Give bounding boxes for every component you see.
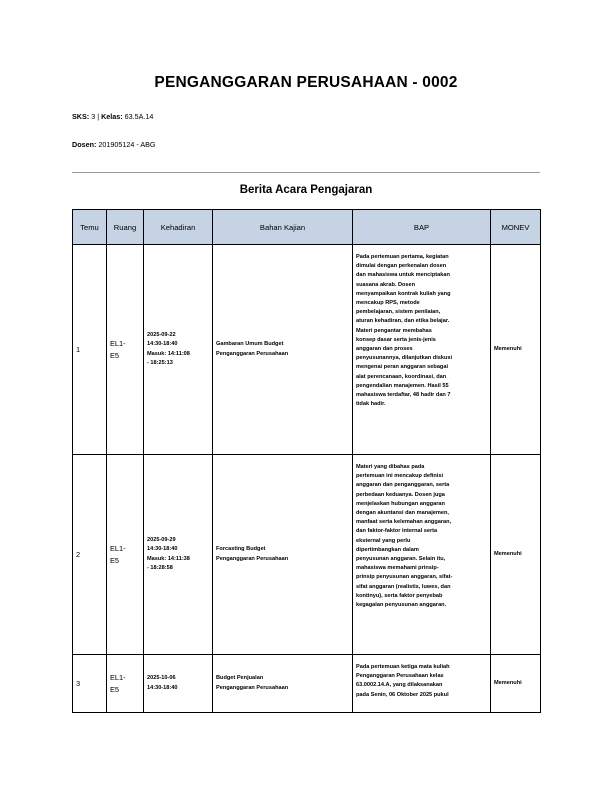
bap-line: mahasiswa memahami prinsip-	[356, 565, 439, 572]
bap-line: Pada pertemuan pertama, kegiatan	[356, 254, 449, 260]
sks-label: SKS:	[72, 112, 90, 121]
kehadiran-line: - 18:28:58	[147, 564, 173, 571]
bap-line: mahasiswa terdaftar, 48 hadir dan 7	[356, 392, 451, 399]
bahan-line: Penganggaran Perusahaan	[216, 684, 289, 691]
cell-monev: Memenuhi	[491, 245, 541, 455]
bahan-line: Budget Penjualan	[216, 675, 264, 682]
ruang-line: EL1-	[110, 338, 126, 348]
kehadiran-line: 14:30-18:40	[147, 546, 178, 553]
sks-value: 3	[91, 112, 96, 121]
cell-bap	[353, 655, 491, 713]
bap-line: dan mahasiswa untuk menciptakan	[356, 272, 450, 279]
kehadiran-line: 14:30-18:40	[147, 684, 178, 691]
bap-line: pada Senin, 06 Oktober 2025 pukul	[356, 691, 449, 698]
cell-bap	[353, 455, 491, 655]
bap-line: aturan kehadiran, dan etika belajar.	[356, 318, 450, 325]
bap-line: dipertimbangkan dalam	[356, 546, 419, 553]
lecturer-info	[72, 140, 156, 149]
cell-monev: Memenuhi	[491, 455, 541, 655]
bap-line: mencakup RPS, metode	[356, 300, 420, 307]
kehadiran-line: Masuk: 14:11:38	[147, 555, 190, 562]
cell-ruang	[107, 245, 144, 455]
ruang-line: E5	[110, 350, 120, 360]
bap-line: Pada pertemuan ketiga mata kuliah	[356, 664, 450, 670]
bap-line: dimulai dengan perkenalan dosen	[356, 263, 447, 270]
bap-line: menyampaikan kontrak kuliah yang	[356, 290, 451, 297]
ruang-line: E5	[110, 555, 120, 565]
bap-line: dan faktor-faktor internal serta	[356, 528, 438, 535]
column-header-temu: Temu	[73, 210, 107, 245]
cell-bap	[353, 245, 491, 455]
cell-kehadiran	[144, 455, 213, 655]
bap-line: perbedaan keduanya. Dosen juga	[356, 491, 445, 498]
bap-line: prinsip penyusunan anggaran, sifat-	[356, 574, 453, 581]
bap-line: kegagalan penyusunan anggaran.	[356, 602, 447, 609]
cell-temu: 2	[73, 455, 107, 655]
kehadiran-line: 2025-09-22	[147, 332, 176, 339]
column-header-bahan-kajian: Bahan Kajian	[213, 210, 353, 245]
table-row	[73, 455, 541, 655]
kelas-label: Kelas:	[101, 112, 123, 121]
dosen-value: 201905124 - ABG	[98, 140, 156, 149]
cell-temu: 1	[73, 245, 107, 455]
cell-temu: 3	[73, 655, 107, 713]
bap-line: kontinyu), serta faktor penyebab	[356, 592, 443, 599]
divider	[72, 172, 540, 173]
column-header-kehadiran: Kehadiran	[144, 210, 213, 245]
kehadiran-line: 2025-10-06	[147, 675, 176, 682]
bap-line: eksternal yang perlu	[356, 537, 411, 544]
table-row	[73, 245, 541, 455]
kehadiran-line: - 18:25:13	[147, 359, 173, 366]
bap-line: pembelajaran, sistem penilaian,	[356, 309, 441, 316]
column-header-bap: BAP	[353, 210, 491, 245]
ruang-line: EL1-	[110, 672, 126, 682]
cell-bahan-kajian	[213, 245, 353, 455]
cell-ruang	[107, 655, 144, 713]
cell-bahan-kajian	[213, 655, 353, 713]
dosen-label: Dosen:	[72, 140, 97, 149]
bap-line: penyusunannya, dilanjutkan diskusi	[356, 355, 453, 362]
bap-line: mengenai peran anggaran sebagai	[356, 364, 449, 371]
kehadiran-line: Masuk: 14:11:08	[147, 350, 190, 357]
bap-line: suasana akrab. Dosen	[356, 281, 416, 288]
bap-line: dengan akuntansi dan manajemen,	[356, 510, 449, 517]
teaching-report-table	[72, 209, 541, 713]
bap-line: sifat anggaran (realistis, luwes, dan	[356, 583, 451, 590]
table-header-row	[73, 210, 541, 245]
bap-line: tidak hadir.	[356, 401, 386, 408]
course-info	[72, 112, 153, 121]
bap-line: pengendalian manajemen. Hasil 55	[356, 382, 449, 389]
bap-line: manfaat serta kelemahan anggaran,	[356, 519, 452, 526]
bap-line: Materi yang dibahas pada	[356, 464, 425, 470]
cell-ruang	[107, 455, 144, 655]
bap-line: Materi pengantar membahas	[356, 327, 432, 334]
ruang-line: EL1-	[110, 543, 126, 553]
bap-line: pertemuan ini mencakup definisi	[356, 473, 444, 480]
bap-line: anggaran dan proses	[356, 346, 413, 353]
page-title: PENGANGGARAN PERUSAHAAN - 0002	[154, 74, 458, 91]
kelas-value: 63.5A.14	[124, 112, 154, 121]
bahan-line: Penganggaran Perusahaan	[216, 555, 289, 562]
bap-line: Penganggaran Perusahaan kelas	[356, 673, 444, 680]
cell-bahan-kajian	[213, 455, 353, 655]
section-title: Berita Acara Pengajaran	[239, 184, 373, 196]
bahan-line: Forcasting Budget	[216, 546, 266, 553]
bap-line: penyusunan anggaran. Selain itu,	[356, 556, 446, 563]
table-row	[73, 655, 541, 713]
cell-kehadiran	[144, 245, 213, 455]
bahan-line: Penganggaran Perusahaan	[216, 350, 289, 357]
ruang-line: E5	[110, 684, 120, 694]
kehadiran-line: 2025-09-29	[147, 537, 176, 544]
bap-line: alat perencanaan, koordinasi, dan	[356, 373, 447, 380]
column-header-ruang: Ruang	[107, 210, 144, 245]
bahan-line: Gambaran Umum Budget	[216, 341, 284, 348]
cell-monev: Memenuhi	[491, 655, 541, 713]
column-header-monev: MONEV	[491, 210, 541, 245]
kehadiran-line: 14:30-18:40	[147, 341, 178, 348]
bap-line: 63.0002.14.A, yang dilaksanakan	[356, 682, 443, 689]
bap-line: menjelaskan hubungan anggaran	[356, 500, 445, 507]
bap-line: anggaran dan penganggaran, serta	[356, 482, 450, 489]
cell-kehadiran	[144, 655, 213, 713]
bap-line: konsep dasar serta jenis-jenis	[356, 336, 436, 343]
separator: |	[97, 112, 100, 121]
